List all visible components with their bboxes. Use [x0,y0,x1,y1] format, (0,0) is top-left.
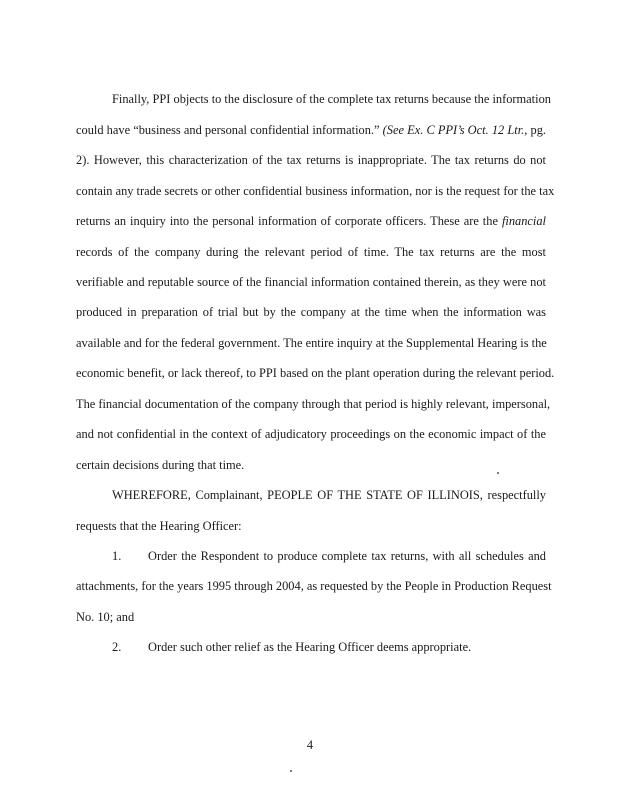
paragraph-1-line-11: The financial documentation of the company through that period is highly relevant, impersonal, [76,397,551,411]
paragraph-1-line-8: produced in preparation of trial but by the company at the time when the information was [76,305,546,319]
item-2-number: 2. [112,640,122,654]
paragraph-1-line-2 [76,122,546,138]
line-text: returns an inquiry into the personal information of corporate officers. These are the [76,214,498,228]
paragraph-1-line-9: available and for the federal government. The entire inquiry at the Supplemental Hearing is the [76,336,547,350]
paragraph-1-line-12: and not confidential in the context of adjudicatory proceedings on the economic impact of the [76,427,546,441]
citation: (See Ex. C PPI’s Oct. 12 Ltr., [382,123,528,137]
paragraph-1-line-7: verifiable and reputable source of the financial information contained therein, as they were not [76,275,546,289]
paragraph-1-line-10: economic benefit, or lack thereof, to PPI based on the plant operation during the relevant period. [76,366,555,380]
paragraph-1-line-5 [76,213,546,229]
paragraph-1-line-1: Finally, PPI objects to the disclosure of the complete tax returns because the information [112,92,551,106]
emphasis-word: financial [501,214,546,228]
paragraph-1-line-4: contain any trade secrets or other confidential business information, nor is the request for the tax [76,184,555,198]
scan-speck [497,472,499,474]
scan-speck [290,770,292,772]
citation-tail: pg. [527,123,546,137]
item-1-number: 1. [112,549,122,563]
paragraph-1-line-6: records of the company during the relevant period of time. The tax returns are the most [76,245,546,259]
paragraph-1-line-3: 2). However, this characterization of the tax returns is inappropriate. The tax returns do not [76,153,546,167]
item-1-line-3: No. 10; and [76,610,135,624]
item-1-line-1: Order the Respondent to produce complete tax returns, with all schedules and [148,549,546,563]
paragraph-2-line-1: WHEREFORE, Complainant, PEOPLE OF THE STATE OF ILLINOIS, respectfully [112,488,546,502]
item-2-line-1: Order such other relief as the Hearing Officer deems appropriate. [148,640,472,654]
paragraph-2-line-2: requests that the Hearing Officer: [76,519,242,533]
paragraph-1-line-13: certain decisions during that time. [76,458,245,472]
page-number: 4 [306,738,314,752]
item-1-line-2: attachments, for the years 1995 through 2004, as requested by the People in Production Request [76,579,552,593]
quoted-text: could have “business and personal confidential information.” [76,123,380,137]
